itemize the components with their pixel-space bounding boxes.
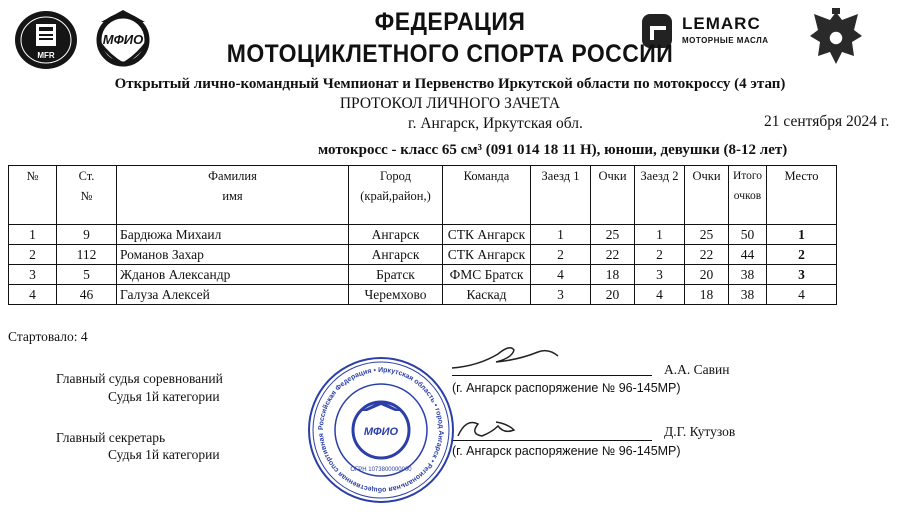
row-num: 3 — [9, 265, 57, 285]
class-description: мотокросс - класс 65 см³ (091 014 18 11 Н), юноши, девушки (8-12 лет) — [318, 142, 788, 158]
row-start-number: 112 — [57, 245, 117, 265]
header-points1: Очки — [591, 166, 635, 225]
row-points1: 22 — [591, 245, 635, 265]
row-team: ФМС Братск — [443, 265, 531, 285]
row-city: Ангарск — [349, 225, 443, 245]
svg-text:Российская Федерация • Иркутск — [306, 355, 444, 494]
row-name: Бардюжа Михаил — [117, 225, 349, 245]
championship-subtitle: Открытый лично-командный Чемпионат и Первенство Иркутской области по мотокроссу (4 этап) — [114, 76, 786, 92]
row-total: 38 — [729, 285, 767, 305]
header-num: № — [9, 166, 57, 225]
row-name: Романов Захар — [117, 245, 349, 265]
row-start-number: 5 — [57, 265, 117, 285]
table-row — [9, 265, 837, 285]
row-city: Ангарск — [349, 245, 443, 265]
row-total: 50 — [729, 225, 767, 245]
chief-judge-category: Судья 1й категории — [108, 389, 220, 404]
header-city: Город (край,район,) — [349, 166, 443, 225]
header-name: Фамилия имя — [117, 166, 349, 225]
row-race1: 3 — [531, 285, 591, 305]
secretary-order: (г. Ангарск распоряжение № 96-145МР) — [452, 444, 681, 458]
mfio-logo-text: МФИО — [102, 32, 144, 47]
row-num: 4 — [9, 285, 57, 305]
row-num: 2 — [9, 245, 57, 265]
secretary-category: Судья 1й категории — [108, 447, 220, 462]
header-team: Команда — [443, 166, 531, 225]
event-location: г. Ангарск, Иркутская обл. — [408, 115, 583, 132]
header-start-number: Ст. № — [57, 166, 117, 225]
table-header-row — [9, 166, 837, 225]
row-race2: 3 — [635, 265, 685, 285]
row-points2: 22 — [685, 245, 729, 265]
protocol-title: ПРОТОКОЛ ЛИЧНОГО ЗАЧЕТА — [339, 95, 561, 112]
row-points1: 18 — [591, 265, 635, 285]
row-name: Жданов Александр — [117, 265, 349, 285]
row-points2: 20 — [685, 265, 729, 285]
header-race1: Заезд 1 — [531, 166, 591, 225]
stamp-ring-text: Российская Федерация • Иркутская область • город Ангарск • Региональная общественная спортивная — [317, 366, 445, 494]
row-race1: 1 — [531, 225, 591, 245]
row-race1: 2 — [531, 245, 591, 265]
row-race2: 1 — [635, 225, 685, 245]
lemarc-brand: LEMARC — [682, 14, 761, 33]
chief-judge-role: Главный судья соревнований — [56, 371, 223, 386]
row-name: Галуза Алексей — [117, 285, 349, 305]
row-points1: 25 — [591, 225, 635, 245]
federation-title-line1: ФЕДЕРАЦИЯ — [374, 8, 526, 36]
chief-judge-order: (г. Ангарск распоряжение № 96-145МР) — [452, 381, 681, 395]
row-place: 3 — [767, 265, 837, 285]
row-place: 4 — [767, 285, 837, 305]
chief-judge-signature — [448, 338, 568, 381]
row-points1: 20 — [591, 285, 635, 305]
row-city: Братск — [349, 265, 443, 285]
table-row — [9, 245, 837, 265]
event-date: 21 сентября 2024 г. — [764, 113, 890, 130]
row-team: СТК Ангарск — [443, 245, 531, 265]
lemarc-tagline: МОТОРНЫЕ МАСЛА — [682, 36, 769, 45]
row-race2: 2 — [635, 245, 685, 265]
row-total: 38 — [729, 265, 767, 285]
header-points2: Очки — [685, 166, 729, 225]
stamp-bottom-text: ОГРН 1073800000000 — [350, 467, 412, 473]
secretary-name: Д.Г. Кутузов — [664, 424, 736, 439]
row-points2: 18 — [685, 285, 729, 305]
federation-title-line2: МОТОЦИКЛЕТНОГО СПОРТА РОССИИ — [226, 40, 674, 68]
row-total: 44 — [729, 245, 767, 265]
row-place: 1 — [767, 225, 837, 245]
row-start-number: 46 — [57, 285, 117, 305]
official-stamp — [306, 355, 456, 505]
header-race2: Заезд 2 — [635, 166, 685, 225]
mfr-logo-text: MFR — [37, 51, 55, 60]
row-place: 2 — [767, 245, 837, 265]
header-place: Место — [767, 166, 837, 225]
row-team: Каскад — [443, 285, 531, 305]
row-num: 1 — [9, 225, 57, 245]
results-table — [8, 165, 837, 305]
table-row — [9, 225, 837, 245]
chief-judge-name: А.А. Савин — [664, 362, 730, 377]
row-team: СТК Ангарск — [443, 225, 531, 245]
table-row — [9, 285, 837, 305]
secretary-role: Главный секретарь — [56, 430, 166, 445]
stamp-center-text: МФИО — [363, 426, 399, 438]
header-total: Итого очков — [729, 166, 767, 225]
row-race2: 4 — [635, 285, 685, 305]
row-race1: 4 — [531, 265, 591, 285]
started-count: Стартовало: 4 — [8, 329, 88, 344]
row-city: Черемхово — [349, 285, 443, 305]
row-points2: 25 — [685, 225, 729, 245]
row-start-number: 9 — [57, 225, 117, 245]
